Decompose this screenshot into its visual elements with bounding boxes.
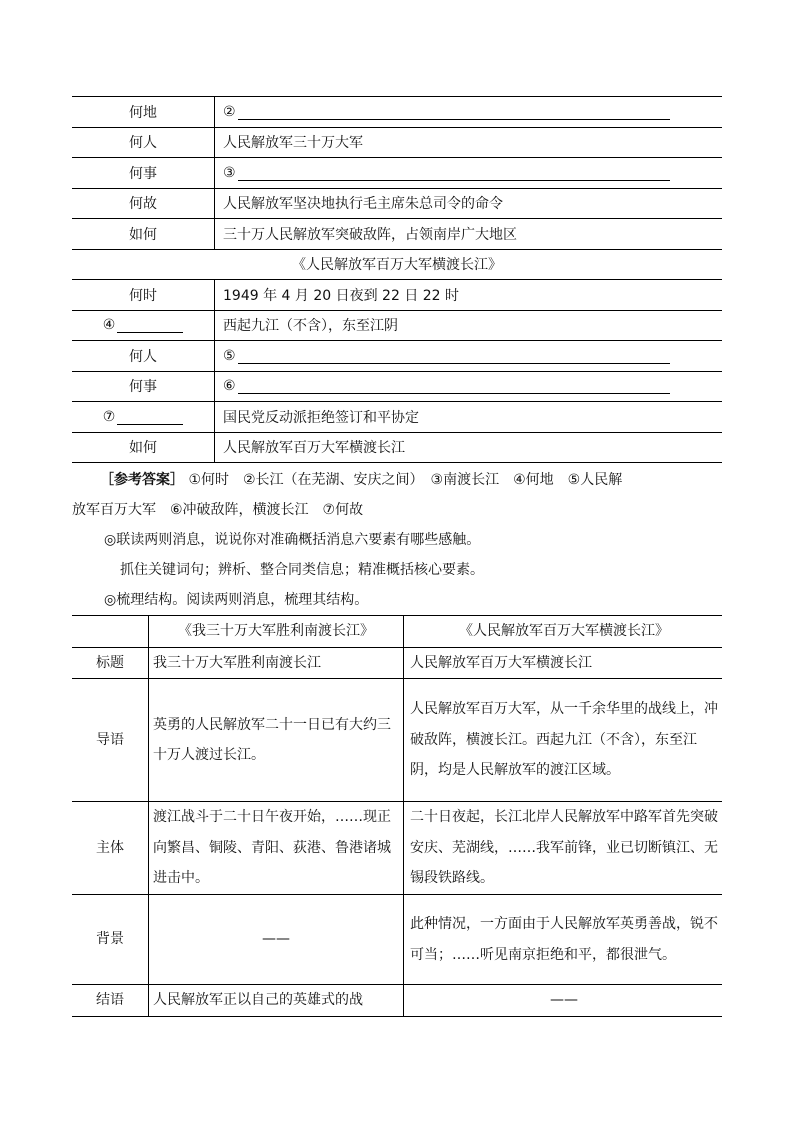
header-cell: 《人民解放军百万大军横渡长江》	[404, 616, 723, 648]
fill-blank[interactable]	[117, 317, 183, 333]
row-value	[215, 97, 723, 128]
row-label: 导语	[72, 679, 149, 802]
table-header-row	[72, 616, 722, 648]
cell: 二十日夜起，长江北岸人民解放军中路军首先突破安庆、芜湖线，……我军前锋，业已切断镇江、无锡段铁路线。	[404, 802, 723, 895]
row-label: 何事	[72, 371, 215, 402]
cell: 人民解放军百万大军，从一千余华里的战线上，冲破敌阵，横渡长江。西起九江（不含），东至江阴，均是人民解放军的渡江区域。	[404, 679, 723, 802]
table-row	[72, 280, 722, 311]
row-label: 何事	[72, 158, 215, 189]
table-row	[72, 188, 722, 219]
table-row	[72, 219, 722, 250]
fill-blank[interactable]	[238, 378, 670, 394]
table-row	[72, 432, 722, 463]
cell: 此种情况，一方面由于人民解放军英勇善战，锐不可当；……听见南京拒绝和平，都很泄气。	[404, 895, 723, 985]
row-label	[72, 310, 215, 341]
circled-number: ⑥	[223, 378, 236, 395]
table-row	[72, 249, 722, 280]
table-row	[72, 402, 722, 433]
fill-blank[interactable]	[238, 165, 670, 181]
answer-title: ［参考答案］	[100, 472, 184, 488]
table-row	[72, 310, 722, 341]
row-value: 人民解放军坚决地执行毛主席朱总司令的命令	[215, 188, 723, 219]
row-value: 国民党反动派拒绝签订和平协定	[215, 402, 723, 433]
circled-number: ⑤	[223, 347, 236, 364]
row-value: 三十万人民解放军突破敌阵，占领南岸广大地区	[215, 219, 723, 250]
table-row	[72, 985, 722, 1017]
row-value	[215, 371, 723, 402]
table-row	[72, 127, 722, 158]
question-note-answer: 抓住关键词句；辨析、整合同类信息；精准概括核心要素。	[120, 562, 484, 578]
row-value	[215, 341, 723, 372]
cell: 人民解放军百万大军横渡长江	[404, 647, 723, 679]
row-label: 何地	[72, 97, 215, 128]
row-label: 背景	[72, 895, 149, 985]
fill-blank[interactable]	[238, 104, 670, 120]
table-row	[72, 895, 722, 985]
page	[72, 96, 722, 1017]
section-title: 《人民解放军百万大军横渡长江》	[72, 249, 722, 280]
cell: ——	[149, 895, 404, 985]
table-row	[72, 802, 722, 895]
reference-answer	[72, 465, 722, 495]
row-label: 标题	[72, 647, 149, 679]
row-label: 何人	[72, 341, 215, 372]
row-label: 何人	[72, 127, 215, 158]
table-row	[72, 341, 722, 372]
question-note: ◎联读两则消息，说说你对准确概括消息六要素有哪些感触。	[104, 532, 481, 548]
cell: 我三十万大军胜利南渡长江	[149, 647, 404, 679]
row-label: 如何	[72, 219, 215, 250]
circled-number: ②	[223, 103, 236, 120]
header-cell-empty	[72, 616, 149, 648]
table-row	[72, 97, 722, 128]
row-label: 如何	[72, 432, 215, 463]
answer-text-continued: 放军百万大军 ⑥冲破敌阵，横渡长江 ⑦何故	[72, 502, 364, 518]
table-row	[72, 371, 722, 402]
fill-blank[interactable]	[117, 409, 183, 425]
row-label	[72, 402, 215, 433]
row-label: 结语	[72, 985, 149, 1017]
structure-note: ◎梳理结构。阅读两则消息，梳理其结构。	[104, 592, 369, 608]
answer-text: ①何时 ②长江（在芜湖、安庆之间） ③南渡长江 ④何地 ⑤人民解	[188, 472, 623, 488]
row-value: 人民解放军百万大军横渡长江	[215, 432, 723, 463]
row-value: 西起九江（不含），东至江阴	[215, 310, 723, 341]
row-value: 人民解放军三十万大军	[215, 127, 723, 158]
six-elements-table	[72, 96, 722, 463]
row-value: 1949 年 4 月 20 日夜到 22 日 22 时	[215, 280, 723, 311]
fill-blank[interactable]	[238, 348, 670, 364]
header-cell: 《我三十万大军胜利南渡长江》	[149, 616, 404, 648]
table-row	[72, 647, 722, 679]
row-label: 何时	[72, 280, 215, 311]
row-value	[215, 158, 723, 189]
table-row	[72, 679, 722, 802]
cell: 人民解放军正以自己的英雄式的战	[149, 985, 404, 1017]
circled-number: ④	[102, 317, 116, 334]
circled-number: ⑦	[102, 408, 116, 425]
circled-number: ③	[223, 164, 236, 181]
structure-table	[72, 615, 722, 1017]
cell: 渡江战斗于二十日午夜开始，……现正向繁昌、铜陵、青阳、荻港、鲁港诸城进击中。	[149, 802, 404, 895]
table-row	[72, 158, 722, 189]
cell: 英勇的人民解放军二十一日已有大约三十万人渡过长江。	[149, 679, 404, 802]
row-label: 何故	[72, 188, 215, 219]
cell: ——	[404, 985, 723, 1017]
row-label: 主体	[72, 802, 149, 895]
